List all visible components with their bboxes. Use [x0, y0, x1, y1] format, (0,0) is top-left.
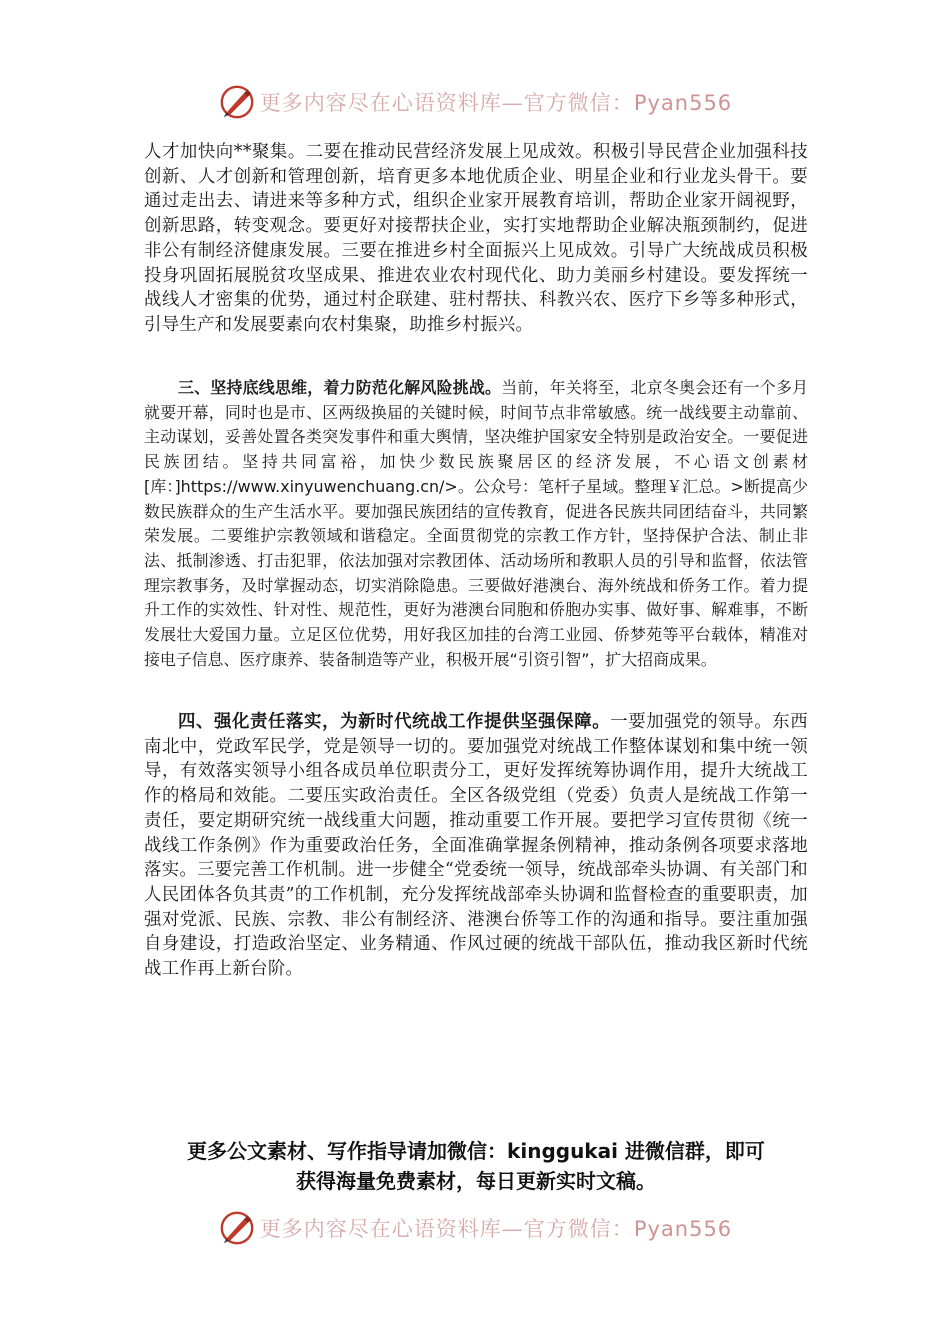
paragraph-risk-prevention — [144, 376, 808, 672]
banner-wechat-id: Pyan556 — [633, 1217, 733, 1241]
paragraph-talent-economy: 人才加快向**聚集。二要在推动民营经济发展上见成效。积极引导民营企业加强科技创新、人才创新和管理创新，培育更多本地优质企业、明星企业和行业龙头骨干。要通过走出去、请进来等多种方式，组织企业家开展教育培训，帮助企业家开阔视野，创新思路，转变观念。要更好对接帮扶企业，实打实地帮助企业解决瓶颈制约，促进非公有制经济健康发展。三要在推进乡村全面振兴上见成效。引导广大统战成员积极投身巩固拓展脱贫攻坚成果、推进农业农村现代化、助力美丽乡村建设。要发挥统一战线人才密集的优势，通过村企联建、驻村帮扶、科教兴农、医疗下乡等多种形式，引导生产和发展要素向农村集聚，助推乡村振兴。 — [144, 142, 808, 335]
promo-notice — [144, 1136, 808, 1196]
pen-logo-icon — [218, 1209, 256, 1247]
promo-line-1: 更多公文素材、写作指导请加微信：kinggukai 进微信群，即可 — [187, 1139, 765, 1163]
banner-wechat-id: Pyan556 — [633, 91, 733, 115]
banner-text: 更多内容尽在心语资料库—官方微信： — [259, 1217, 634, 1241]
banner-text: 更多内容尽在心语资料库—官方微信： — [259, 91, 634, 115]
section-heading-4: 四、强化责任落实，为新时代统战工作提供坚强保障。 — [178, 712, 611, 732]
header-banner — [0, 80, 950, 124]
section-body-3: 当前，年关将至，北京冬奥会还有一个多月就要开幕，同时也是市、区两级换届的关键时候，时间节点非常敏感。统一战线要主动靠前、主动谋划，妥善处置各类突发事件和重大舆情，坚决维护国家安全特别是政治安全。一要促进民族团结。坚持共同富裕，加快少数民族聚居区的经济发展，不心语文创素材[库：]https://www.xinyuwenchuang.cn/>。公众号：笔杆子星域。整理￥汇总。>断提高少数民族群众的生产生活水平。要加强民族团结的宣传教育，促进各民族共同团结奋斗，共同繁荣发展。二要维护宗教领域和谐稳定。全面贯彻党的宗教工作方针，坚持保护合法、制止非法、抵制渗透、打击犯罪，依法加强对宗教团体、活动场所和教职人员的引导和监督，依法管理宗教事务，及时掌握动态，切实消除隐患。三要做好港澳台、海外统战和侨务工作。着力提升工作的实效性、针对性、规范性，更好为港澳台同胞和侨胞办实事、做好事、解难事，不断发展壮大爱国力量。立足区位优势，用好我区加挂的台湾工业园、侨梦苑等平台载体，精准对接电子信息、医疗康养、装备制造等产业，积极开展“引资引智”，扩大招商成果。 — [144, 378, 809, 669]
promo-line-2: 获得海量免费素材，每日更新实时文稿。 — [296, 1169, 656, 1193]
section-heading-3: 三、坚持底线思维，着力防范化解风险挑战。 — [178, 378, 502, 397]
pen-logo-icon — [218, 83, 256, 121]
paragraph-responsibility — [144, 710, 808, 982]
footer-banner — [0, 1206, 950, 1250]
section-body-4: 一要加强党的领导。东西南北中，党政军民学，党是领导一切的。要加强党对统战工作整体谋划和集中统一领导，有效落实领导小组各成员单位职责分工，更好发挥统筹协调作用，提升大统战工作的格局和效能。二要压实政治责任。全区各级党组（党委）负责人是统战工作第一责任，要定期研究统一战线重大问题，推动重要工作开展。要把学习宣传贯彻《统一战线工作条例》作为重要政治任务，全面准确掌握条例精神，推动条例各项要求落地落实。三要完善工作机制。进一步健全“党委统一领导，统战部牵头协调、有关部门和人民团体各负其责”的工作机制，充分发挥统战部牵头协调和监督检查的重要职责，加强对党派、民族、宗教、非公有制经济、港澳台侨等工作的沟通和指导。要注重加强自身建设，打造政治坚定、业务精通、作风过硬的统战干部队伍，推动我区新时代统战工作再上新台阶。 — [144, 712, 808, 980]
